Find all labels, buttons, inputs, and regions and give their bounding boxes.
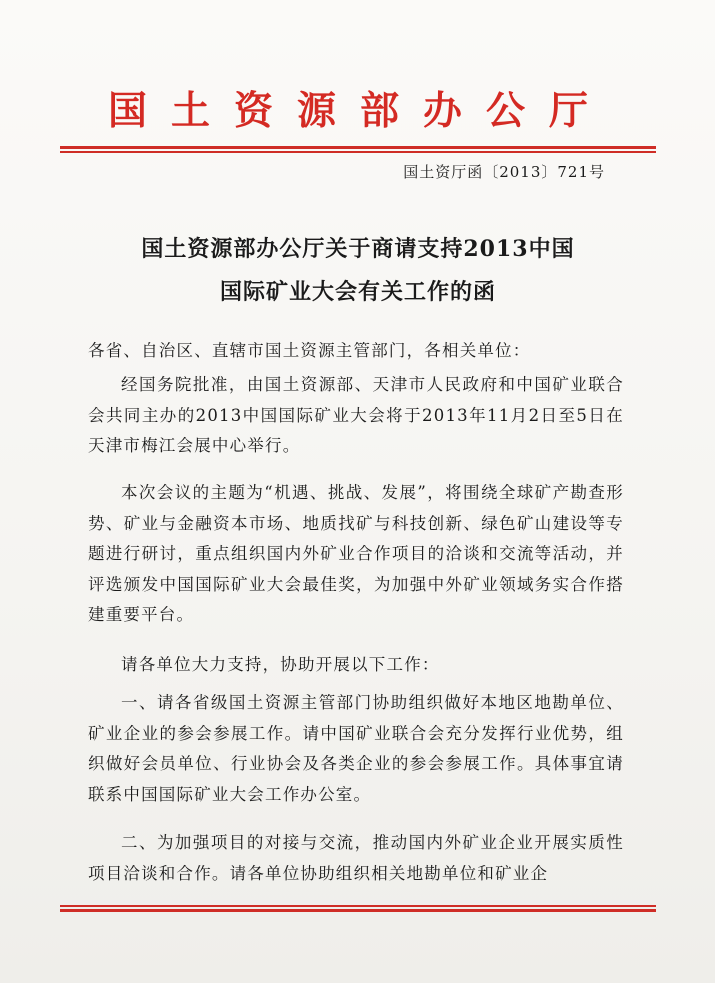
document-title-line-1: 国土资源部办公厅关于商请支持2013中国: [141, 236, 575, 262]
body-paragraph-approval: 经国务院批准，由国土资源部、天津市人民政府和中国矿业联合会共同主办的2013中国国际矿业大会将于2013年11月2日至5日在天津市梅江会展中心举行。: [88, 375, 624, 455]
letterhead-title: 国土资源部办公厅: [107, 88, 612, 134]
body-paragraph-theme: 本次会议的主题为“机遇、挑战、发展”，将围绕全球矿产勘查形势、矿业与金融资本市场、地质找矿与科技创新、绿色矿山建设等专题进行研讨，重点组织国内外矿业合作项目的洽谈和交流等活动，并评选颁发中国国际矿业大会最佳奖，为加强中外矿业领域务实合作搭建重要平台。: [88, 483, 624, 624]
letterhead-red-rule-thin: [60, 151, 656, 153]
footer-red-rule: [60, 909, 656, 912]
body-paragraph-item-one: 一、请各省级国土资源主管部门协助组织做好本地区地勘单位、矿业企业的参会参展工作。请中国矿业联合会充分发挥行业优势，组织做好会员单位、行业协会及各类企业的参会参展工作。具体事宜请联系中国国际矿业大会工作办公室。: [88, 693, 624, 804]
body-paragraph-item-two: 二、为加强项目的对接与交流，推动国内外矿业企业开展实质性项目洽谈和合作。请各单位协助组织相关地勘单位和矿业企: [88, 833, 624, 883]
document-title-line-2: 国际矿业大会有关工作的函: [219, 279, 496, 305]
letterhead-red-rule: [60, 146, 656, 149]
footer-red-rule-thin: [60, 905, 656, 907]
addressee: 各省、自治区、直辖市国土资源主管部门，各相关单位：: [88, 341, 531, 360]
body-paragraph-request: 请各单位大力支持，协助开展以下工作：: [121, 655, 440, 674]
document-number: 国土资厅函〔2013〕721号: [403, 163, 605, 181]
